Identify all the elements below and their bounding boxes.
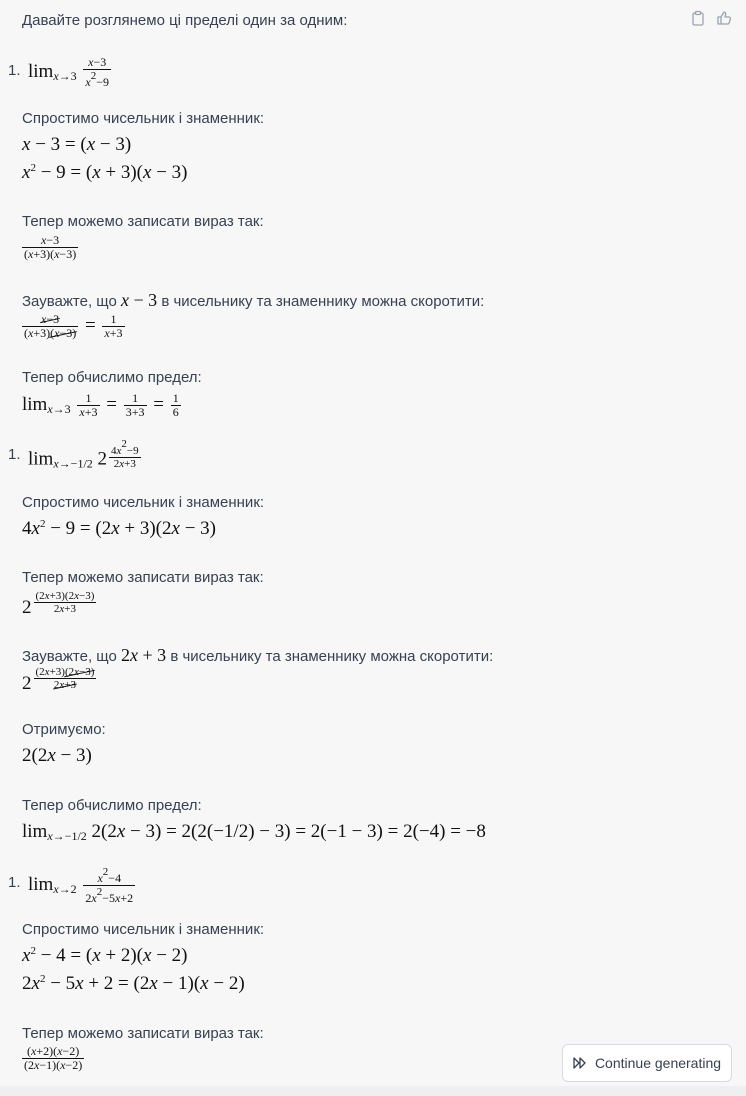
limit-3-header: $\lim_{x\to 2}$ $\frac{x2-4}{2x2-5x+2}$ bbox=[28, 866, 134, 905]
thumbs-up-icon[interactable] bbox=[716, 10, 732, 26]
note-suffix: в чисельнику та знаменнику можна скоротити: bbox=[161, 293, 485, 310]
compute-label: Тепер обчислимо предел: bbox=[22, 797, 202, 814]
message-actions bbox=[690, 10, 732, 26]
math-fraction: $\frac{x-3}{(x+3)(x-3)}$ bbox=[24, 233, 77, 261]
math-cancel: $\frac{x-3}{(x+3)(x-3)}$ = $\frac{1}{x+3}$ bbox=[24, 312, 123, 340]
math-limit: $\lim_{x\to-1/2} 2(2x - 3) = 2(2(-1/2) - 3) = 2(-1 - 3) = 2(-4) = -8$ bbox=[22, 821, 486, 843]
result-label: Отримуємо: bbox=[22, 721, 106, 738]
simplify-label: Спростимо чисельник і знаменник: bbox=[22, 110, 265, 127]
math-line: $x^2 - 4 = (x + 2)(x - 2)$ bbox=[22, 945, 188, 966]
intro-text: Давайте розглянемо ці пределі один за одним: bbox=[22, 12, 348, 29]
note-line: Зауважте, що 2x + 3 в чисельнику та знаменнику можна скоротити: bbox=[22, 645, 494, 665]
note-prefix: Зауважте, що bbox=[22, 648, 117, 665]
rewrite-label: Тепер можемо записати вираз так: bbox=[22, 1025, 264, 1042]
note-suffix: в чисельнику та знаменнику можна скоротити: bbox=[170, 648, 494, 665]
math-limit: $\lim_{x\to 3}$ $\frac{1}{x+3}$ = $\frac{1}{3+3}$ = $\frac{1}{6}$ bbox=[22, 391, 179, 419]
simplify-label: Спростимо чисельник і знаменник: bbox=[22, 494, 265, 511]
math-line: $2x^2 - 5x + 2 = (2x - 1)(x - 2)$ bbox=[22, 973, 245, 994]
clipboard-icon[interactable] bbox=[690, 10, 706, 26]
math-line: x − 3 = (x − 3) bbox=[22, 134, 132, 155]
limit-1-header: $\lim_{x\to 3}$ $\frac{x-3}{x2-9}$ bbox=[28, 55, 110, 89]
continue-icon bbox=[573, 1057, 587, 1069]
list-marker: 1. bbox=[8, 874, 21, 891]
math-line: 2(2x − 3) bbox=[22, 745, 92, 766]
note-prefix: Зауважте, що bbox=[22, 293, 117, 310]
limit-2-header: $\lim_{x\to-1/2} 2$ $\frac{4x2-9}{2x+3}$ bbox=[28, 438, 139, 471]
math-power: 2 $\frac{(2x+3)(2x-3)}{2x+3}$ bbox=[22, 590, 95, 619]
math-line: $4x^2 - 9 = (2x + 3)(2x - 3)$ bbox=[22, 518, 216, 539]
rewrite-label: Тепер можемо записати вираз так: bbox=[22, 569, 264, 586]
note-line: Зауважте, що x − 3 в чисельнику та знаменнику можна скоротити: bbox=[22, 290, 485, 310]
compute-label: Тепер обчислимо предел: bbox=[22, 369, 202, 386]
list-marker: 1. bbox=[8, 62, 21, 79]
continue-generating-button[interactable] bbox=[562, 1044, 732, 1082]
bottom-bar bbox=[0, 1086, 746, 1096]
continue-label: Continue generating bbox=[594, 1055, 722, 1071]
math-cancel: 2 $\frac{(2x+3)(2x-3)}{2x+3}$ bbox=[22, 666, 95, 695]
simplify-label: Спростимо чисельник і знаменник: bbox=[22, 921, 265, 938]
math-fraction: $\frac{(x+2)(x-2)}{(2x-1)(x-2)}$ bbox=[24, 1044, 83, 1072]
list-marker: 1. bbox=[8, 446, 21, 463]
rewrite-label: Тепер можемо записати вираз так: bbox=[22, 213, 264, 230]
math-line: $x^2 - 9 = (x + 3)(x - 3)$ bbox=[22, 162, 188, 183]
